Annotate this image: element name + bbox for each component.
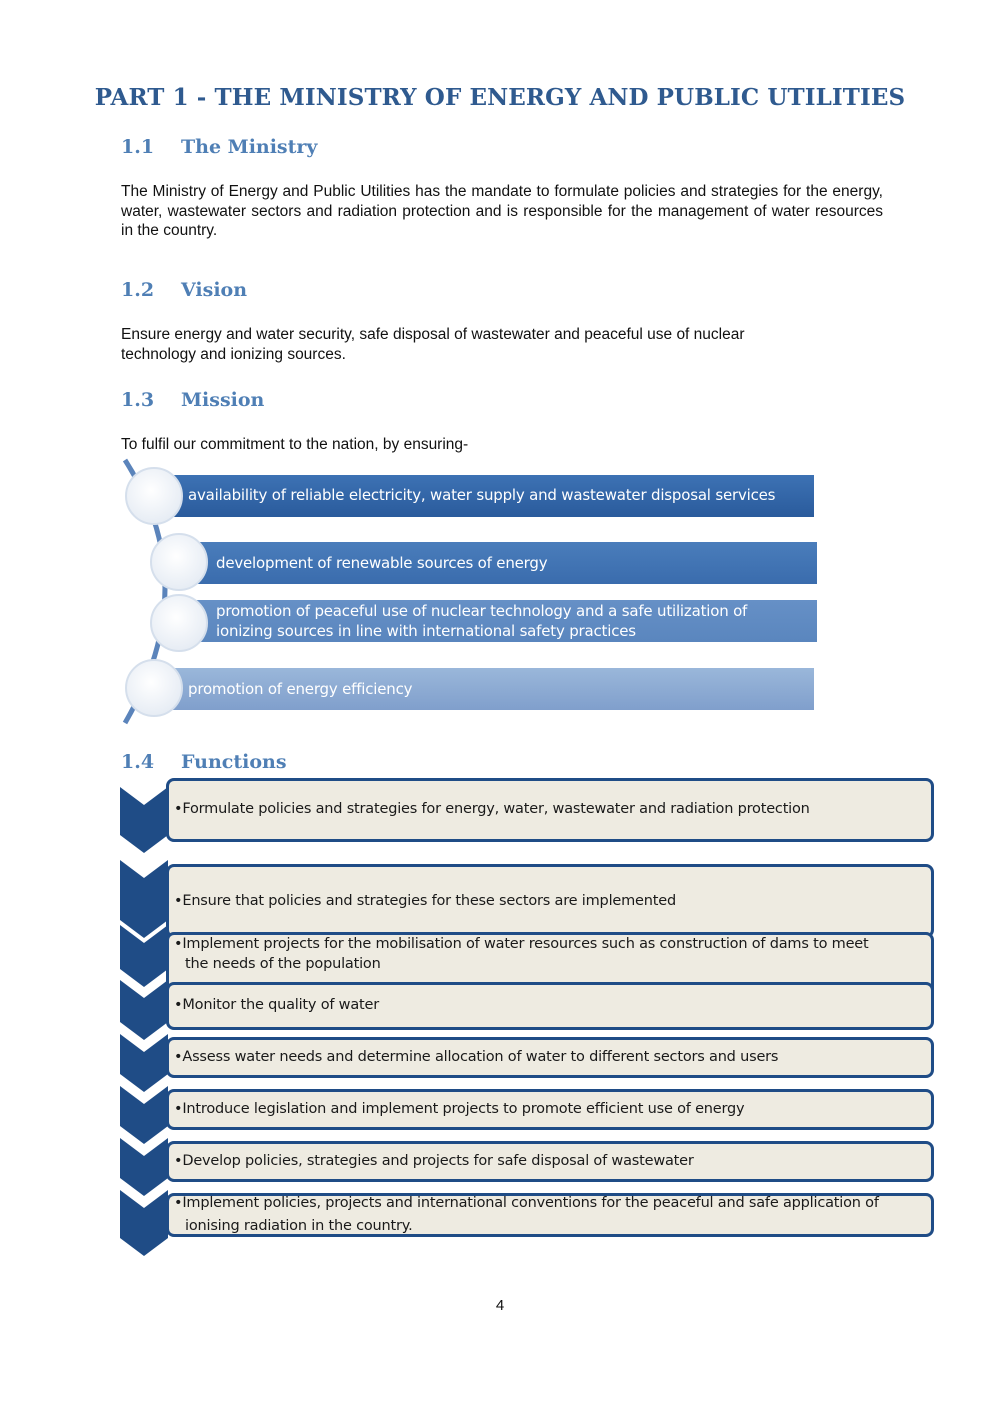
function-item-5: •Assess water needs and determine allocation of water to different sectors and users	[174, 1049, 779, 1065]
section-title: Mission	[181, 389, 265, 411]
page-number: 4	[495, 1297, 505, 1314]
section-title: Vision	[181, 279, 248, 301]
mission-item-2: development of renewable sources of energy	[216, 554, 548, 572]
mission-bullet-circle-4	[126, 660, 182, 716]
section-number: 1.1	[121, 136, 155, 158]
function-item-3-line-2: the needs of the population	[185, 956, 381, 972]
mission-item-4: promotion of energy efficiency	[188, 680, 413, 698]
function-chevron-1	[120, 787, 168, 855]
section-number: 1.4	[121, 751, 155, 773]
mission-item-3-line-1: promotion of peaceful use of nuclear technology and a safe utilization of	[216, 602, 748, 620]
function-chevron-4	[120, 980, 168, 1042]
function-item-4: •Monitor the quality of water	[174, 997, 379, 1013]
section-number: 1.2	[121, 279, 155, 301]
function-item-7: •Develop policies, strategies and projects for safe disposal of wastewater	[174, 1153, 694, 1169]
mission-item-1: availability of reliable electricity, water supply and wastewater disposal services	[188, 486, 776, 504]
function-item-2: •Ensure that policies and strategies for these sectors are implemented	[174, 893, 676, 909]
page-title: PART 1 - THE MINISTRY OF ENERGY AND PUBLIC UTILITIES	[94, 84, 906, 111]
section-heading-functions	[121, 751, 287, 773]
section-number: 1.3	[121, 389, 155, 411]
section-heading-vision	[121, 279, 247, 301]
function-item-3-line-1: •Implement projects for the mobilisation of water resources such as construction of dams to meet	[174, 936, 869, 952]
mission-bullet-circle-1	[126, 468, 182, 524]
function-chevron-8	[120, 1190, 168, 1258]
section-heading-ministry	[121, 136, 317, 158]
function-item-1: •Formulate policies and strategies for energy, water, wastewater and radiation protection	[174, 801, 810, 817]
section-heading-mission	[121, 389, 264, 411]
function-item-8-line-1: •Implement policies, projects and international conventions for the peaceful and safe application of	[174, 1195, 879, 1211]
ministry-paragraph: The Ministry of Energy and Public Utilities has the mandate to formulate policies and strategies for the energy, water, wastewater sectors and radiation protection and is responsible for the management of water resources in the country.	[121, 183, 883, 239]
function-chevron-7	[120, 1138, 168, 1198]
section-title: Functions	[181, 751, 287, 773]
mission-item-3-line-2: ionizing sources in line with international safety practices	[216, 622, 636, 640]
function-chevron-5	[120, 1034, 168, 1094]
function-chevron-6	[120, 1086, 168, 1146]
mission-bullet-circle-2	[151, 534, 207, 590]
mission-bullet-circle-3	[151, 595, 207, 651]
mission-intro: To fulfil our commitment to the nation, by ensuring-	[121, 436, 469, 453]
section-title: The Ministry	[181, 136, 318, 158]
vision-paragraph: Ensure energy and water security, safe disposal of wastewater and peaceful use of nuclear technology and ionizing sources.	[121, 326, 745, 363]
function-item-6: •Introduce legislation and implement projects to promote efficient use of energy	[174, 1101, 745, 1117]
function-item-8-line-2: ionising radiation in the country.	[185, 1218, 413, 1234]
